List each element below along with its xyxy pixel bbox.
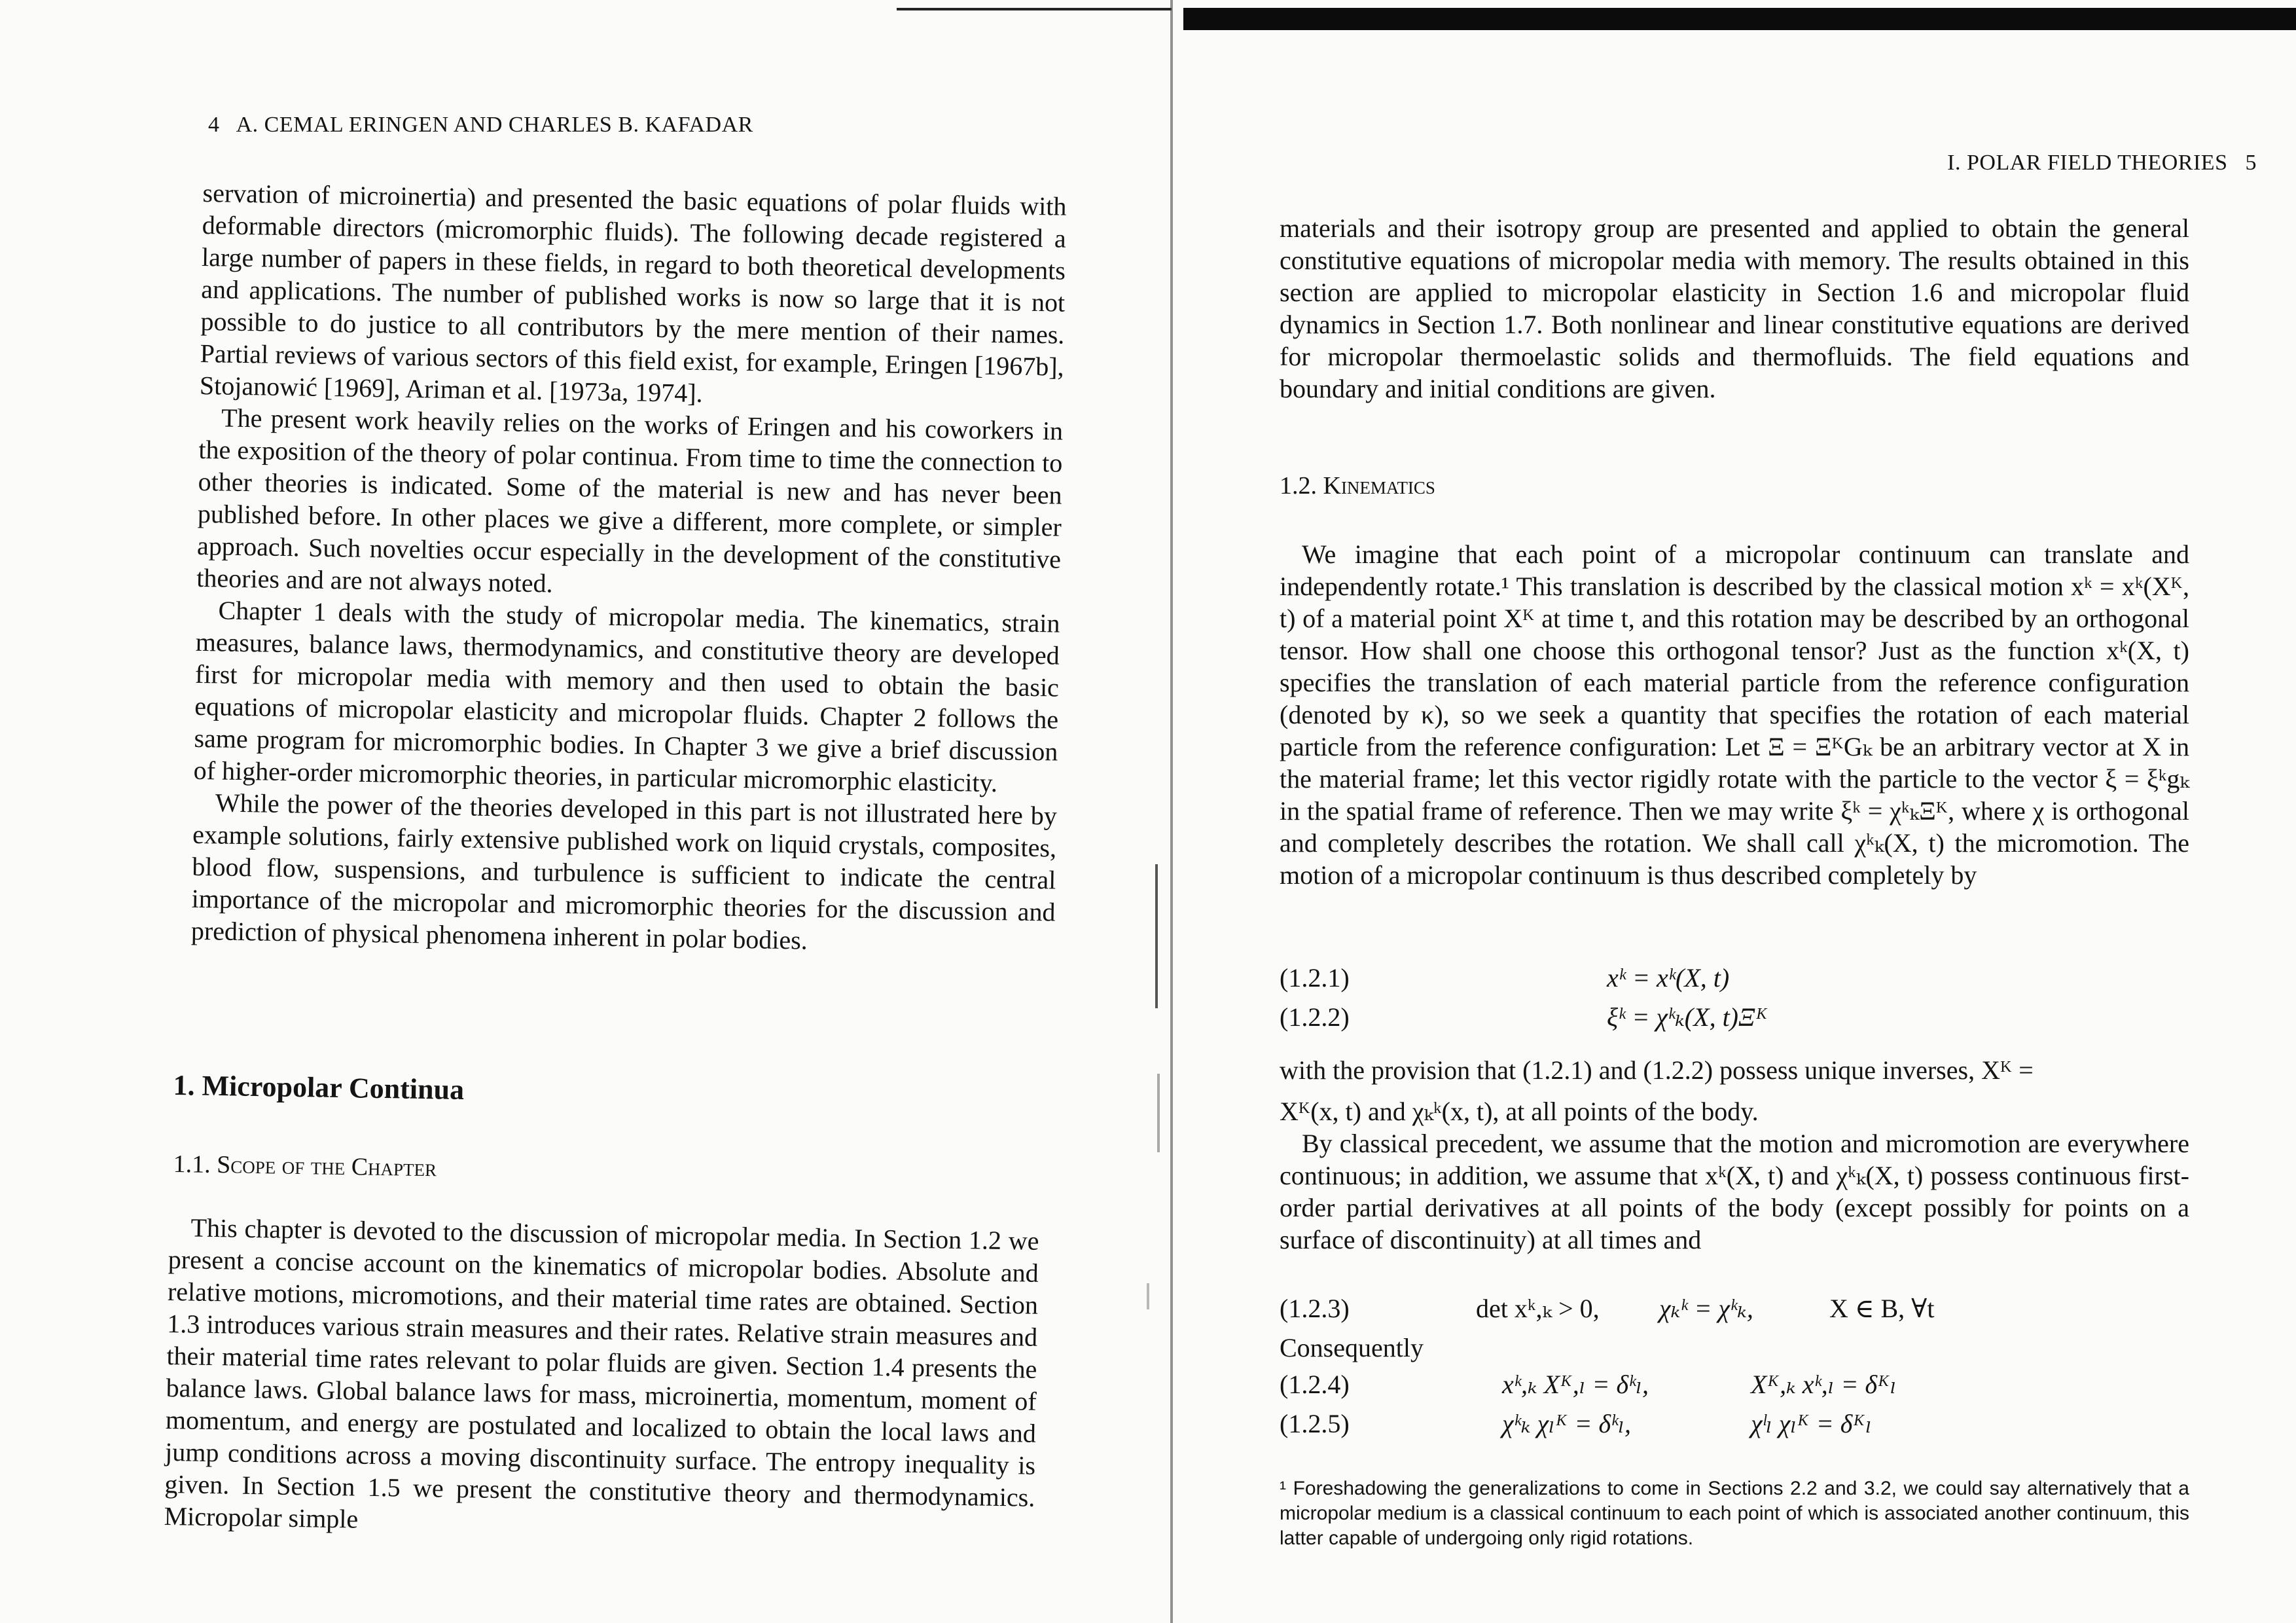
paragraph: The present work heavily relies on the works of Eringen and his coworkers in the exposition of the theory of polar continua. From time to time the connection to other theories is indicated. Some of the material is new and has never been published before. In other places we give a different, more complete, or simpler approach. Such novelties occur especially in the development of the constitutive theories and are not always noted.	[196, 403, 1064, 598]
paragraph: servation of microinertia) and presented the basic equations of polar fluids with deformable directors (micromorphic fluids). The following decade registered a large number of papers in these fields, in regard to both theoretical developments and applications. The number of published works is now so large that it is not possible to do justice to all contributors by the mere mention of their names. Partial reviews of various sectors of this field exist, for example, Eringen [1967b], Stojanowić [1969], Ariman et al. [1973a, 1974].	[199, 177, 1067, 409]
running-head-right	[1947, 151, 2257, 175]
equation-row	[1280, 1002, 2189, 1041]
equation-expression: χˡₗ χₗᴷ = δᴷₗ	[1751, 1409, 1872, 1438]
footnote: ¹ Foreshadowing the generalizations to come in Sections 2.2 and 3.2, we could say alternatively that a micropolar medium is a classical continuum to each point of which is associated another continuum, this latter capable of undergoing only rigid rotations.	[1280, 1478, 2189, 1549]
equation-number: (1.2.5)	[1280, 1409, 1350, 1438]
equation-expression: Xᴷ,ₖ xᵏ,ₗ = δᴷₗ	[1751, 1370, 1897, 1399]
paragraph: materials and their isotropy group are presented and applied to obtain the general constitutive equations of micropolar media with memory. The results obtained in this section are applied to micropolar elasticity in Section 1.6 and micropolar fluid dynamics in Section 1.7. Both nonlinear and linear constitutive equations are derived for micropolar thermoelastic solids and thermofluids. The field equations and boundary and initial conditions are given.	[1280, 213, 2189, 403]
equation-number: (1.2.1)	[1280, 963, 1350, 993]
equation-group-a	[1280, 962, 2189, 1041]
equation-expression: xᵏ = xᵏ(X, t)	[1607, 963, 1730, 993]
kinematics-text	[1280, 538, 2189, 891]
subsection-heading: 1.1. Scope of the Chapter	[173, 1150, 437, 1182]
equation-expression: χᵏₖ χₗᴷ = δᵏₗ,	[1502, 1409, 1632, 1438]
equation-expression: xᵏ,ₖ Xᴷ,ₗ = δᵏₗ,	[1502, 1370, 1649, 1399]
scope-text	[164, 1211, 1039, 1546]
equation-row	[1280, 1408, 2189, 1448]
running-head-part: I. POLAR FIELD THEORIES	[1947, 151, 2228, 175]
equation-number: (1.2.4)	[1280, 1370, 1350, 1399]
equation-row	[1280, 1369, 2189, 1408]
page-number: 5	[2245, 151, 2257, 175]
equation-expression: X ∈ B, ∀t	[1829, 1294, 1935, 1323]
equation-group-b	[1280, 1293, 2189, 1448]
text-line: Xᴷ(x, t) and χₖᵏ(x, t), at all points of the body.	[1280, 1097, 1759, 1126]
paragraph: While the power of the theories developed in this part is not illustrated here by example solutions, fairly extensive published work on liquid crystals, composites, blood flow, suspensions, and turbulence is sufficient to indicate the central importance of the micropolar and micromorphic theories for the discussion and prediction of physical phenomena inherent in polar bodies.	[190, 788, 1058, 955]
consequently-line: Consequently	[1280, 1333, 1424, 1362]
paragraph: By classical precedent, we assume that the motion and micromotion are everywhere continuous; in addition, we assume that xᵏ(X, t) and χᵏₖ(X, t) possess continuous first-order partial derivatives at all points of the body (except possibly for points on a surface of discontinuity) at all times and	[1280, 1129, 2189, 1254]
right-page	[1178, 0, 2296, 1623]
equation-expression: ξᵏ = χᵏₖ(X, t)Ξᴷ	[1607, 1002, 1768, 1032]
provision-text	[1280, 1054, 2189, 1256]
opening-text	[1280, 212, 2189, 405]
equation-row	[1280, 962, 2189, 1002]
paragraph: We imagine that each point of a micropolar continuum can translate and independently rotate.¹ This translation is described by the classical motion xᵏ = xᵏ(Xᴷ, t) of a material point Xᴷ at time t, and this rotation may be described by an orthogonal tensor. How shall one choose this orthogonal tensor? Just as the function xᵏ(X, t) specifies the translation of each material particle from the reference configuration (denoted by κ), so we seek a quantity that specifies the rotation of each material particle from the reference configuration: Let Ξ = ΞᴷGₖ be an arbitrary vector at X in the material frame; let this vector rigidly rotate with the particle to the vector ξ = ξᵏgₖ in the spatial frame of reference. Then we may write ξᵏ = χᵏₖΞᴷ, where χ is orthogonal and completely describes the rotation. We shall call χᵏₖ(X, t) the micromotion. The motion of a micropolar continuum is thus described completely by	[1280, 539, 2189, 890]
running-head-authors: A. CEMAL ERINGEN AND CHARLES B. KAFADAR	[236, 113, 753, 137]
equation-number: (1.2.2)	[1280, 1002, 1350, 1032]
intro-text	[191, 177, 1067, 960]
page-number: 4	[208, 113, 220, 137]
section-heading: 1. Micropolar Continua	[173, 1068, 465, 1106]
equation-expression: det xᵏ,ₖ > 0,	[1476, 1294, 1600, 1323]
equation-expression: χₖᵏ = χᵏₖ,	[1659, 1294, 1753, 1323]
equation-row	[1280, 1293, 2189, 1332]
text-line: with the provision that (1.2.1) and (1.2.2) possess unique inverses, Xᴷ =	[1280, 1055, 2034, 1085]
equation-number: (1.2.3)	[1280, 1294, 1350, 1323]
paragraph: Chapter 1 deals with the study of micropolar media. The kinematics, strain measures, balance laws, thermodynamics, and constitutive theory are developed first for micropolar media with memory and then used to obtain the basic equations of micropolar elasticity and micropolar fluids. Chapter 2 follows the same program for micromorphic bodies. In Chapter 3 we give a brief discussion of higher-order micromorphic theories, in particular micromorphic elasticity.	[193, 595, 1060, 798]
subsection-heading: 1.2. Kinematics	[1280, 472, 1435, 500]
running-head-left	[208, 113, 753, 137]
paragraph: This chapter is devoted to the discussion of micropolar media. In Section 1.2 we present a concise account on the kinematics of micropolar bodies. Absolute and relative motions, micromotions, and their material time rates are obtained. Section 1.3 introduces various strain measures and their rates. Relative strain measures and their material time rates relevant to polar fluids are given. Section 1.4 presents the balance laws. Global balance laws for mass, microinertia, momentum, moment of momentum, and energy are postulated and localized to obtain the local laws and jump conditions across a moving discontinuity surface. The entropy inequality is given. In Section 1.5 we present the constitutive theory and thermodynamics. Micropolar simple	[164, 1213, 1039, 1534]
